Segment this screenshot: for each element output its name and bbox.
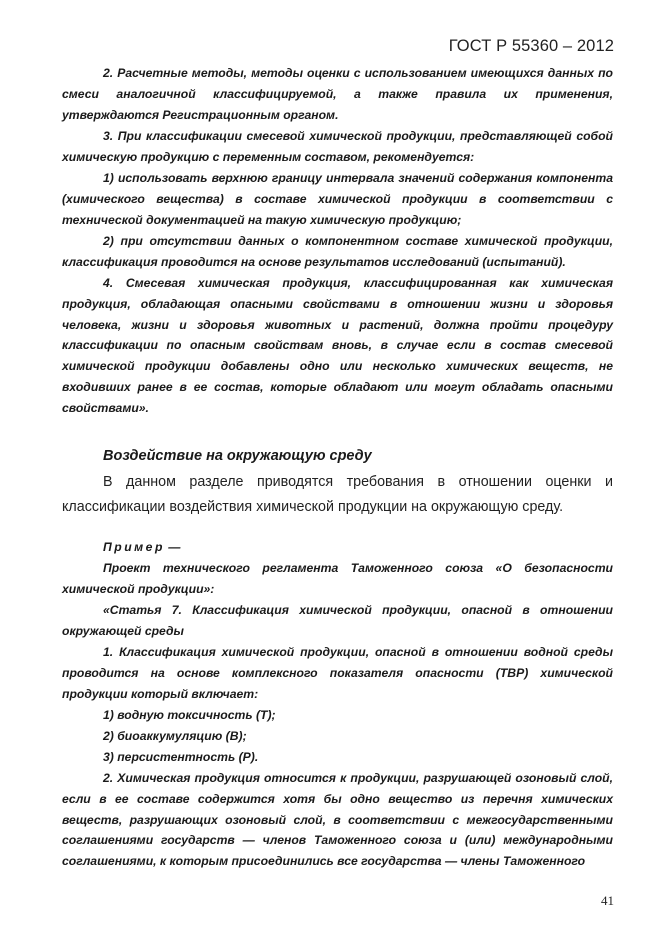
paragraph-upper-bound: 1) использовать верхнюю границу интервала значений содержания компонента (химического вещества) в составе химической продукции в соответствии с технической документацией на такую химическую продукцию; — [62, 171, 613, 227]
example-water-classification: 1. Классификация химической продукции, опасной в отношении водной среды проводится на основе комплексного показателя опасности (ТВР) химической продукции который включает: — [62, 645, 613, 701]
section-intro: В данном разделе приводятся требования в отношении оценки и классификации воздействия химической продукции на окружающую среду. — [62, 474, 613, 515]
paragraph-reclassification: 4. Смесевая химическая продукция, классифицированная как химическая продукция, обладающая опасными свойствами в отношении жизни и здоровья человека, жизни и здоровья животных и растений, должна пройти процедуру классификации по опасным свойствам вновь, в случае если в состав смесевой химической продукции добавлены одно или несколько химических веществ, не входивших ранее в ее состав, которые обладают или могут обладать опасными свойствами». — [62, 276, 613, 415]
page-number: 41 — [601, 893, 614, 908]
example-item-bioaccumulation: 2) биоаккумуляцию (В); — [103, 729, 247, 743]
paragraph-no-data: 2) при отсутствии данных о компонентном составе химической продукции, классификация проводится на основе результатов исследований (испытаний). — [62, 234, 613, 269]
section-heading: Воздействие на окружающую среду — [103, 448, 372, 464]
example-item-toxicity: 1) водную токсичность (Т); — [103, 708, 276, 722]
document-header: ГОСТ Р 55360 – 2012 — [448, 37, 614, 55]
paragraph-variable-composition: 3. При классификации смесевой химической продукции, представляющей собой химическую продукцию с переменным составом, рекомендуется: — [62, 129, 613, 164]
example-article-7: «Статья 7. Классификация химической продукции, опасной в отношении окружающей среды — [62, 603, 613, 638]
example-ozone-layer: 2. Химическая продукция относится к продукции, разрушающей озоновый слой, если в ее составе содержится хотя бы одно вещество из перечня химических веществ, разрушающих озоновый слой, в соответствии с межгосударственными соглашениями государств — членов Таможенного союза и (или) международными соглашениями, к которым присоединились все государства — члены Таможенного — [62, 771, 613, 869]
paragraph-calculation-methods: 2. Расчетные методы, методы оценки с использованием имеющихся данных по смеси аналогичной классифицируемой, а также правила их применения, утверждаются Регистрационным органом. — [62, 66, 613, 122]
example-label: Пример — — [103, 540, 181, 554]
example-draft-regulation: Проект технического регламента Таможенного союза «О безопасности химической продукции»: — [62, 561, 613, 596]
example-item-persistence: 3) персистентность (Р). — [103, 750, 259, 764]
